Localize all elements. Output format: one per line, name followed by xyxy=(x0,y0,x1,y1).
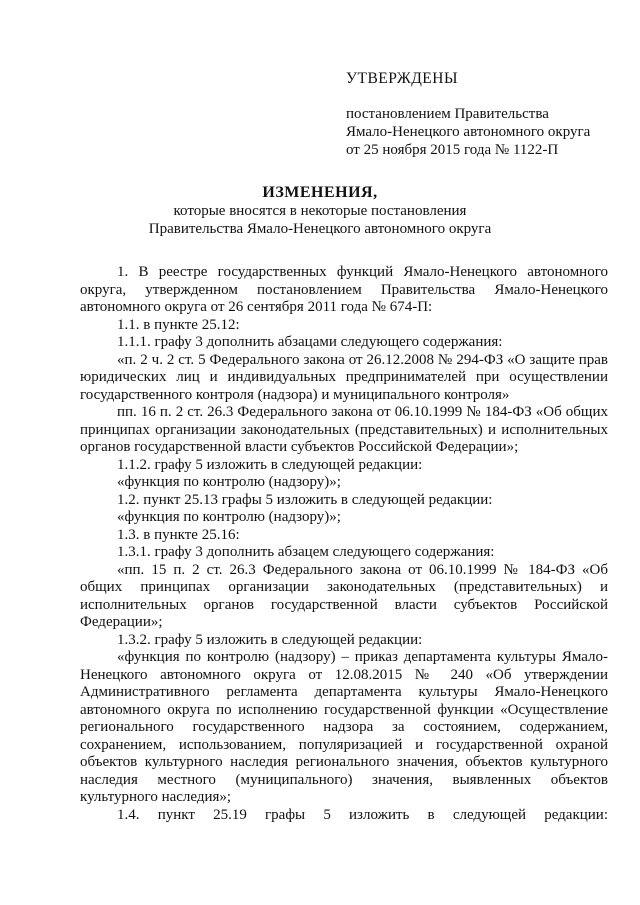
paragraph: 1.1.2. графу 5 изложить в следующей редакции: xyxy=(117,456,423,473)
approval-line: от 25 ноября 2015 года № 1122-П xyxy=(346,142,559,158)
subtitle-line: которые вносятся в некоторые постановления xyxy=(173,203,467,219)
paragraph: 1.2. пункт 25.13 графы 5 изложить в следующей редакции: xyxy=(117,491,493,508)
document-body xyxy=(80,264,608,824)
paragraph: 1.3.1. графу 3 дополнить абзацем следующего содержания: xyxy=(117,544,495,560)
paragraph: 1.1. в пункте 25.12: xyxy=(117,316,240,333)
subtitle-line: Правительства Ямало-Ненецкого автономного округа xyxy=(148,221,492,237)
paragraph: 1.3. в пункте 25.16: xyxy=(117,526,240,543)
document-title: ИЗМЕНЕНИЯ, xyxy=(262,184,378,201)
paragraph: «п. 2 ч. 2 ст. 5 Федерального закона от 26.12.2008 № 294-ФЗ «О защите прав юридических лиц и индивидуальных предпринимателей при осуществлении государственного контроля (надзора) и муниципального контроля» xyxy=(80,351,608,403)
paragraph: «функция по контролю (надзору)»; xyxy=(117,509,341,525)
paragraph: пп. 16 п. 2 ст. 26.3 Федерального закона от 06.10.1999 № 184-ФЗ «Об общих принципах организации законодательных (представительных) и исполнительных органов государственной власти субъектов Российской Федерации»; xyxy=(80,404,608,455)
paragraph: «функция по контролю (надзору) – приказ департамента культуры Ямало-Ненецкого автономного округа от 12.08.2015 № 240 «Об утверждении Административного регламента департамента культуры Ямало-Ненецкого автономного округа по исполнению государственной функции «Осуществление регионального государственного надзора за состоянием, содержанием, сохранением, использованием, популяризацией и государственной охраной объектов культурного наследия регионального значения, объектов культурного наследия местного (муниципального) значения, выявленных объектов культурного наследия»; xyxy=(80,649,608,805)
approval-line: постановлением Правительства xyxy=(346,106,549,122)
paragraph: 1.3.2. графу 5 изложить в следующей редакции: xyxy=(117,631,423,648)
approval-heading: УТВЕРЖДЕНЫ xyxy=(346,70,458,87)
paragraph: 1.1.1. графу 3 дополнить абзацами следующего содержания: xyxy=(117,334,503,350)
approval-line: Ямало-Ненецкого автономного округа xyxy=(346,124,591,140)
approval-block xyxy=(346,70,616,159)
paragraph: 1. В реестре государственных функций Ямало-Ненецкого автономного округа, утвержденном постановлением Правительства Ямало-Ненецкого автономного округа от 26 сентября 2011 года № 674-П: xyxy=(80,264,608,315)
paragraph: «функция по контролю (надзору)»; xyxy=(117,474,341,490)
document-subtitle xyxy=(0,202,640,238)
paragraph: «пп. 15 п. 2 ст. 26.3 Федерального закона от 06.10.1999 № 184-ФЗ «Об общих принципах организации законодательных (представительных) и исполнительных органов государственной власти субъектов Российской Федерации»; xyxy=(80,561,608,630)
paragraph: 1.4. пункт 25.19 графы 5 изложить в следующей редакции: xyxy=(117,806,608,823)
